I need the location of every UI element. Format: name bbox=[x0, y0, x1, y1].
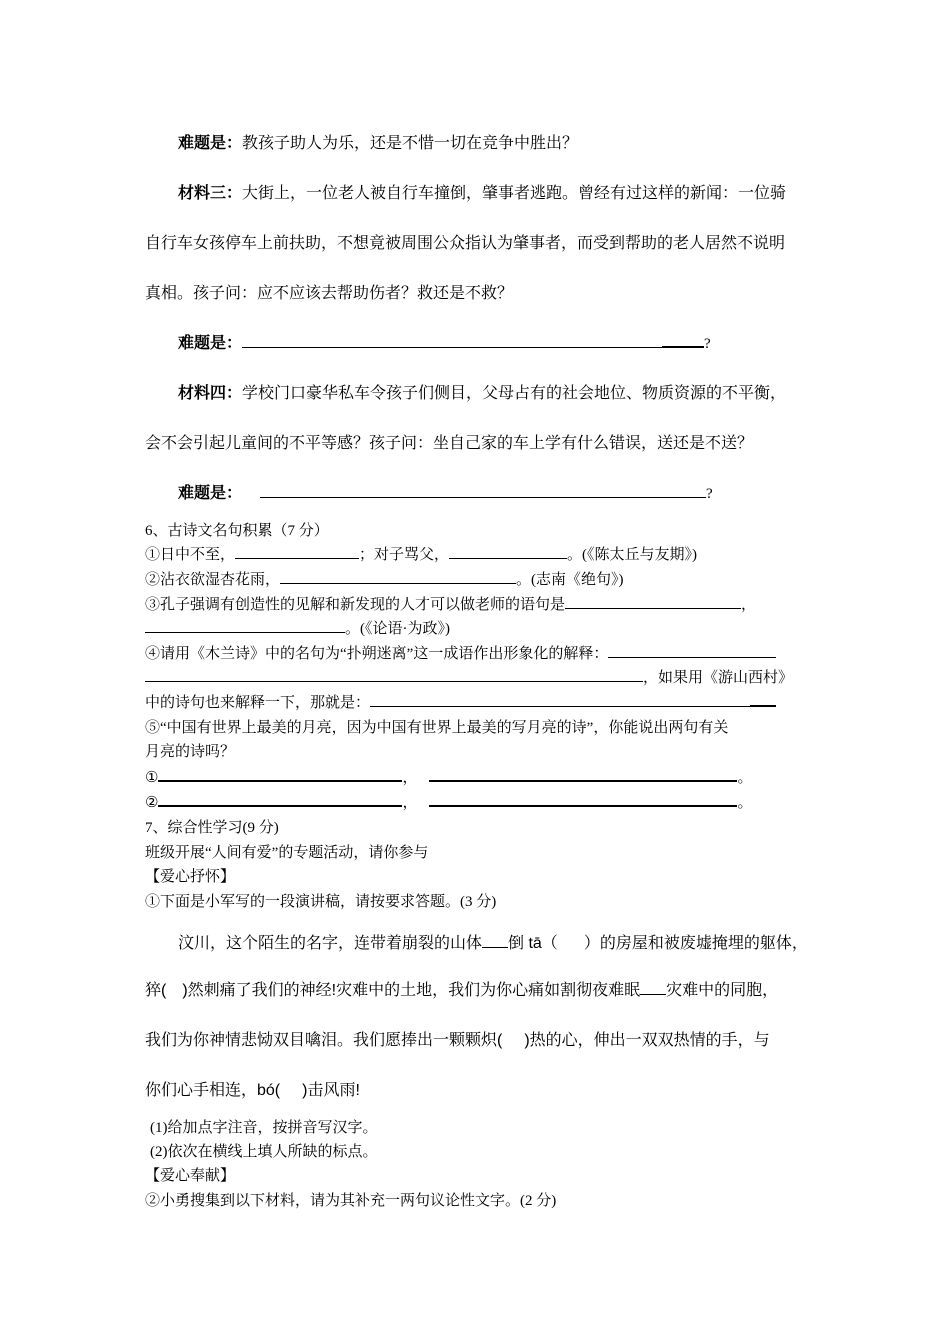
difficulty-text: 教孩子助人为乐，还是不惜一切在竞争中胜出？ bbox=[242, 135, 579, 152]
q6-item5-line2: 月亮的诗吗？ bbox=[145, 744, 236, 760]
answer-blank[interactable] bbox=[235, 544, 359, 559]
speech-line-3: 我们为你神情悲恸双目噙泪。我们愿捧出一颗颗炽( )热的心，伸出一双双热情的手，与 bbox=[145, 1032, 770, 1049]
q7-section-1: 【爱心抒怀】 bbox=[145, 869, 236, 885]
q7-requirement-1: (1)给加点字注音，按拼音写汉字。 bbox=[150, 1120, 378, 1136]
q7-sub-1: ①下面是小军写的一段演讲稿，请按要求答题。(3 分) bbox=[145, 894, 497, 910]
q6-item5-line1: ⑤“中国有世界上最美的月亮，因为中国有世界上最美的写月亮的诗”，你能说出两句有关 bbox=[145, 720, 729, 736]
speech-line-2: 猝( )然刺痛了我们的神经!灾难中的土地，我们为你心痛如割彻夜难眠 灾难中的同胞， bbox=[145, 982, 779, 999]
answer-blank[interactable] bbox=[608, 643, 776, 658]
answer-blank[interactable] bbox=[429, 791, 737, 807]
answer-blank[interactable] bbox=[429, 766, 737, 782]
material3-line2: 自行车女孩停车上前扶助，不想竟被周围公众指认为肇事者，而受到帮助的老人居然不说明 bbox=[145, 235, 786, 252]
q6-item3-line1: ③孔子强调有创造性的见解和新发现的人才可以做老师的语句是 ， bbox=[145, 593, 756, 614]
q6-item1: ①日中不至， ；对子骂父， 。(《陈太丘与友期》) bbox=[145, 543, 697, 564]
q6-item4-line3: 中的诗句也来解释一下，那就是： bbox=[145, 691, 776, 712]
q7-title: 7、综合性学习(9 分) bbox=[145, 820, 279, 836]
material4-label: 材料四： bbox=[178, 385, 243, 402]
q6-item4-line2: ，如果用《游山西村》 bbox=[145, 666, 793, 687]
material4-line1: 材料四：学校门口豪华私车令孩子们侧目，父母占有的社会地位、物质资源的不平衡， bbox=[178, 385, 787, 402]
answer-blank[interactable] bbox=[280, 569, 516, 584]
speech-line-1: 汶川，这个陌生的名字，连带着崩裂的山体 倒 tā（ ）的房屋和被废墟掩埋的躯体， bbox=[178, 935, 808, 952]
q6-item3-line2: 。(《论语·为政》) bbox=[145, 617, 450, 638]
answer-blank[interactable] bbox=[145, 667, 643, 682]
answer-blank[interactable] bbox=[242, 333, 662, 348]
speech-line-4: 你们心手相连，bó( )击风雨! bbox=[145, 1082, 360, 1099]
answer-blank[interactable] bbox=[565, 594, 741, 609]
material4-line2: 会不会引起儿童间的不平等感？孩子问：坐自己家的车上学有什么错误，送还是不送？ bbox=[145, 435, 754, 452]
answer-blank[interactable] bbox=[145, 618, 345, 633]
answer-blank[interactable] bbox=[158, 766, 402, 782]
answer-blank[interactable] bbox=[260, 483, 706, 498]
punctuation-blank[interactable] bbox=[640, 980, 666, 995]
difficulty-label: 难题是： bbox=[178, 335, 243, 352]
difficulty-label: 难题是： bbox=[178, 485, 243, 502]
q6-item4-line1: ④请用《木兰诗》中的名句为“扑朔迷离”这一成语作出形象化的解释： bbox=[145, 642, 776, 663]
q7-section-2: 【爱心奉献】 bbox=[145, 1168, 236, 1184]
material3-line1: 材料三：大街上，一位老人被自行车撞倒，肇事者逃跑。曾经有过这样的新闻：一位骑 bbox=[178, 185, 787, 202]
difficulty-4-line: 难题是： ? bbox=[178, 485, 713, 502]
difficulty-2-line bbox=[178, 130, 578, 153]
q6-title: 6、古诗文名句积累（7 分） bbox=[145, 523, 329, 539]
q6-item5-answer-row-2: ② ， 。 bbox=[145, 791, 752, 812]
answer-blank[interactable] bbox=[750, 691, 776, 707]
answer-blank[interactable] bbox=[449, 544, 567, 559]
q6-item2: ②沾衣欲湿杏花雨， 。(志南《绝句》) bbox=[145, 568, 624, 589]
q7-requirement-2: (2)依次在横线上填人所缺的标点。 bbox=[150, 1144, 378, 1160]
material3-label: 材料三： bbox=[178, 185, 243, 202]
difficulty-3-line: 难题是： ? bbox=[178, 330, 711, 353]
q6-item5-answer-row-1: ① ， 。 bbox=[145, 766, 752, 787]
answer-blank[interactable] bbox=[662, 332, 704, 348]
answer-blank[interactable] bbox=[158, 791, 402, 807]
q7-sub-2: ②小勇搜集到以下材料，请为其补充一两句议论性文字。(2 分) bbox=[145, 1193, 557, 1209]
material3-line3: 真相。孩子问：应不应该去帮助伤者？救还是不救？ bbox=[145, 285, 514, 302]
punctuation-blank[interactable] bbox=[482, 933, 508, 948]
difficulty-label: 难题是： bbox=[178, 135, 243, 152]
answer-blank[interactable] bbox=[370, 692, 750, 707]
q7-intro: 班级开展“人间有爱”的专题活动，请你参与 bbox=[145, 845, 429, 861]
